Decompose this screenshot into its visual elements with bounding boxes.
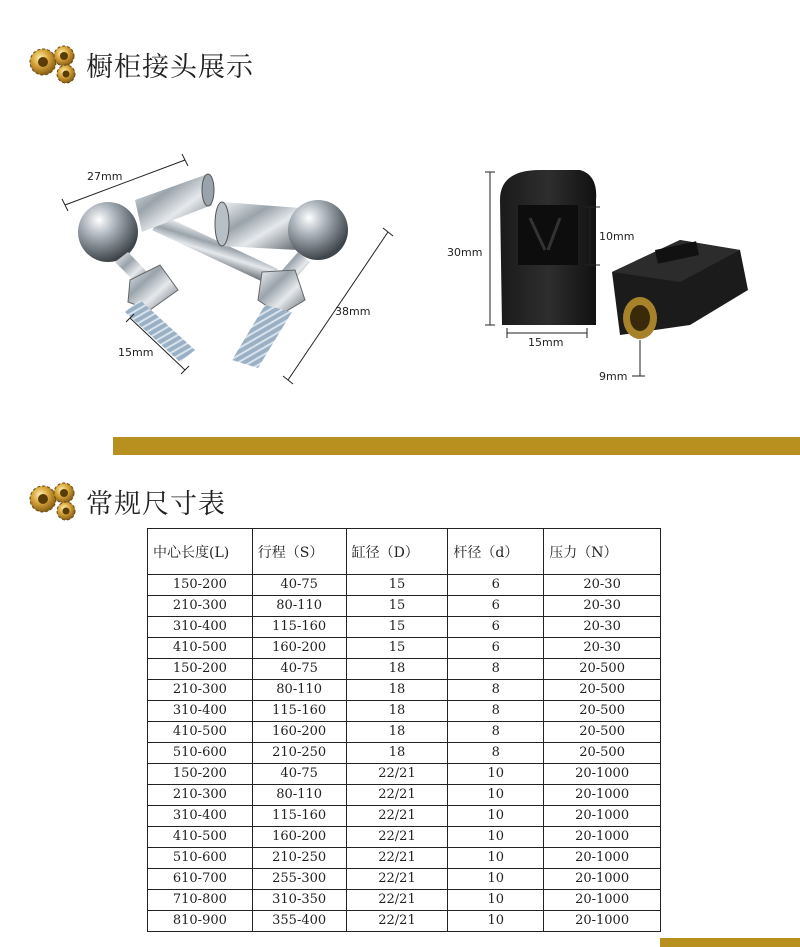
cell-stroke: 115-160 <box>252 701 346 722</box>
table-row <box>148 701 661 722</box>
cell-stroke: 355-400 <box>252 911 346 932</box>
cell-pressure: 20-1000 <box>544 764 661 785</box>
cell-rod-diameter: 10 <box>448 806 544 827</box>
dim-label-15mm-left: 15mm <box>118 346 154 359</box>
table-row <box>148 617 661 638</box>
plastic-joint-front <box>500 170 596 325</box>
cell-rod-diameter: 10 <box>448 869 544 890</box>
cell-stroke: 255-300 <box>252 869 346 890</box>
cell-rod-diameter: 10 <box>448 911 544 932</box>
table-row <box>148 638 661 659</box>
cell-cylinder-diameter: 18 <box>346 743 448 764</box>
cell-stroke: 160-200 <box>252 827 346 848</box>
cell-center-length: 510-600 <box>148 743 253 764</box>
table-row <box>148 806 661 827</box>
cell-stroke: 115-160 <box>252 806 346 827</box>
section-title-sizes-text: 常规尺寸表 <box>86 488 226 520</box>
cell-stroke: 80-110 <box>252 785 346 806</box>
ball-joint-dimension-lines <box>62 154 393 384</box>
cell-center-length: 210-300 <box>148 680 253 701</box>
section-title-display <box>28 44 254 84</box>
dim-label-9mm: 9mm <box>599 370 628 383</box>
table-row <box>148 680 661 701</box>
bottom-gold-line <box>660 938 800 947</box>
section-title-sizes <box>28 481 226 521</box>
cell-center-length: 610-700 <box>148 869 253 890</box>
cell-cylinder-diameter: 22/21 <box>346 785 448 806</box>
cell-pressure: 20-1000 <box>544 869 661 890</box>
spec-table <box>147 528 661 932</box>
cell-pressure: 20-500 <box>544 743 661 764</box>
table-row <box>148 596 661 617</box>
cell-stroke: 40-75 <box>252 659 346 680</box>
section-title-display-text: 橱柜接头展示 <box>86 51 254 83</box>
gears-icon <box>28 44 80 84</box>
cell-cylinder-diameter: 22/21 <box>346 848 448 869</box>
cell-stroke: 40-75 <box>252 764 346 785</box>
cell-cylinder-diameter: 18 <box>346 701 448 722</box>
cell-rod-diameter: 10 <box>448 890 544 911</box>
table-row <box>148 785 661 806</box>
cell-rod-diameter: 6 <box>448 638 544 659</box>
cell-rod-diameter: 6 <box>448 617 544 638</box>
cell-rod-diameter: 8 <box>448 659 544 680</box>
cell-cylinder-diameter: 15 <box>346 638 448 659</box>
product-photo-area <box>0 130 800 420</box>
cell-pressure: 20-1000 <box>544 827 661 848</box>
cell-cylinder-diameter: 22/21 <box>346 764 448 785</box>
cell-rod-diameter: 6 <box>448 596 544 617</box>
cell-pressure: 20-500 <box>544 680 661 701</box>
cell-cylinder-diameter: 22/21 <box>346 911 448 932</box>
header-pressure: 压力（N） <box>544 529 661 575</box>
cell-cylinder-diameter: 18 <box>346 722 448 743</box>
table-row <box>148 764 661 785</box>
gears-icon <box>28 481 80 521</box>
cell-rod-diameter: 10 <box>448 764 544 785</box>
header-cylinder-diameter: 缸径（D） <box>346 529 448 575</box>
dim-label-27mm: 27mm <box>87 170 123 183</box>
cell-cylinder-diameter: 22/21 <box>346 890 448 911</box>
table-row <box>148 911 661 932</box>
cell-cylinder-diameter: 18 <box>346 680 448 701</box>
cell-pressure: 20-500 <box>544 659 661 680</box>
dim-label-30mm: 30mm <box>447 246 483 259</box>
cell-center-length: 510-600 <box>148 848 253 869</box>
cell-center-length: 210-300 <box>148 785 253 806</box>
cell-center-length: 710-800 <box>148 890 253 911</box>
cell-cylinder-diameter: 22/21 <box>346 806 448 827</box>
cell-rod-diameter: 10 <box>448 785 544 806</box>
cell-rod-diameter: 10 <box>448 827 544 848</box>
cell-cylinder-diameter: 15 <box>346 596 448 617</box>
cell-center-length: 210-300 <box>148 596 253 617</box>
cell-rod-diameter: 8 <box>448 701 544 722</box>
dim-label-15mm-right: 15mm <box>528 336 564 349</box>
header-rod-diameter: 杆径（d） <box>448 529 544 575</box>
cell-center-length: 410-500 <box>148 638 253 659</box>
ball-joint-right <box>215 200 348 368</box>
cell-pressure: 20-1000 <box>544 890 661 911</box>
cell-center-length: 410-500 <box>148 827 253 848</box>
cell-stroke: 40-75 <box>252 575 346 596</box>
table-row <box>148 722 661 743</box>
cell-pressure: 20-500 <box>544 722 661 743</box>
dim-label-38mm: 38mm <box>335 305 371 318</box>
cell-cylinder-diameter: 15 <box>346 575 448 596</box>
cell-stroke: 160-200 <box>252 638 346 659</box>
cell-stroke: 80-110 <box>252 680 346 701</box>
cell-pressure: 20-30 <box>544 617 661 638</box>
cell-center-length: 150-200 <box>148 764 253 785</box>
cell-center-length: 310-400 <box>148 617 253 638</box>
header-stroke: 行程（S） <box>252 529 346 575</box>
cell-pressure: 20-30 <box>544 638 661 659</box>
dim-label-10mm: 10mm <box>599 230 635 243</box>
cell-stroke: 310-350 <box>252 890 346 911</box>
cell-pressure: 20-30 <box>544 596 661 617</box>
cell-cylinder-diameter: 18 <box>346 659 448 680</box>
cell-pressure: 20-1000 <box>544 806 661 827</box>
cell-cylinder-diameter: 22/21 <box>346 827 448 848</box>
table-row <box>148 743 661 764</box>
cell-center-length: 150-200 <box>148 659 253 680</box>
cell-pressure: 20-1000 <box>544 848 661 869</box>
cell-center-length: 410-500 <box>148 722 253 743</box>
cell-stroke: 80-110 <box>252 596 346 617</box>
cell-center-length: 310-400 <box>148 701 253 722</box>
plastic-joint-angled <box>612 240 748 339</box>
cell-pressure: 20-30 <box>544 575 661 596</box>
cell-rod-diameter: 8 <box>448 680 544 701</box>
table-row <box>148 659 661 680</box>
table-row <box>148 848 661 869</box>
cell-pressure: 20-1000 <box>544 785 661 806</box>
cell-stroke: 160-200 <box>252 722 346 743</box>
table-row <box>148 890 661 911</box>
cell-rod-diameter: 8 <box>448 743 544 764</box>
table-row <box>148 827 661 848</box>
cell-stroke: 210-250 <box>252 743 346 764</box>
header-center-length: 中心长度(L) <box>148 529 253 575</box>
cell-stroke: 115-160 <box>252 617 346 638</box>
cell-center-length: 310-400 <box>148 806 253 827</box>
cell-pressure: 20-500 <box>544 701 661 722</box>
table-row <box>148 869 661 890</box>
cell-cylinder-diameter: 15 <box>346 617 448 638</box>
table-row <box>148 575 661 596</box>
cell-center-length: 810-900 <box>148 911 253 932</box>
cell-pressure: 20-1000 <box>544 911 661 932</box>
spec-table-header <box>148 529 661 575</box>
cell-cylinder-diameter: 22/21 <box>346 869 448 890</box>
cell-rod-diameter: 8 <box>448 722 544 743</box>
cell-rod-diameter: 6 <box>448 575 544 596</box>
gold-divider <box>113 437 800 455</box>
cell-rod-diameter: 10 <box>448 848 544 869</box>
cell-stroke: 210-250 <box>252 848 346 869</box>
cell-center-length: 150-200 <box>148 575 253 596</box>
